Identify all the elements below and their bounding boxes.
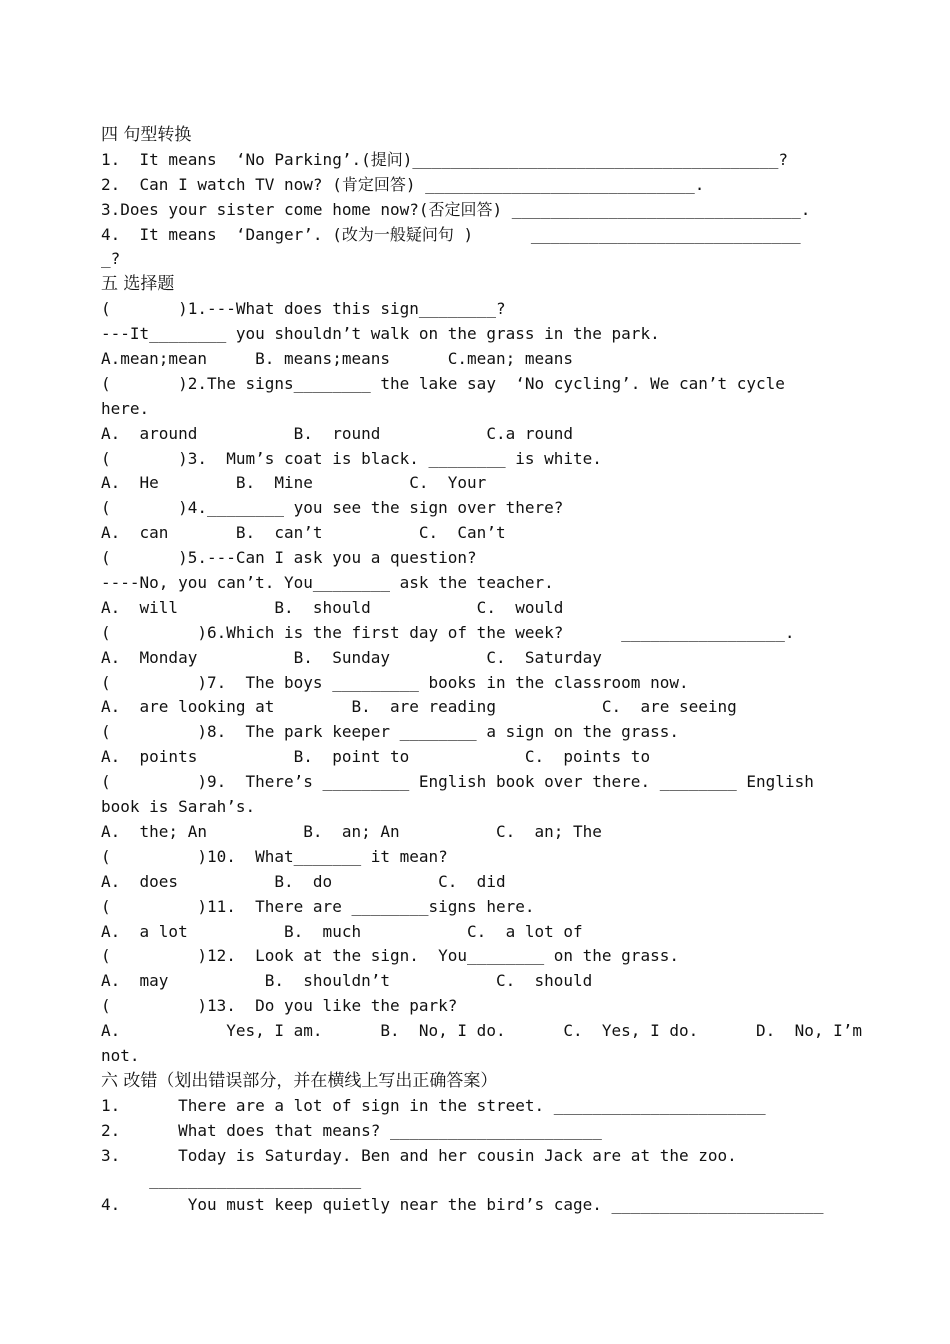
- worksheet-page: [101, 123, 861, 1218]
- options-line: A. Yes, I am. B. No, I do. C. Yes, I do. D. No, I’m: [101, 1021, 862, 1041]
- question-line: ( )12. Look at the sign. You________ on the grass.: [101, 946, 679, 966]
- question-line: ( )1.---What does this sign________?: [101, 299, 506, 319]
- question-line: ---It________ you shouldn’t walk on the grass in the park.: [101, 324, 660, 344]
- question-line: ( )8. The park keeper ________ a sign on the grass.: [101, 722, 679, 742]
- question-line: ( )7. The boys _________ books in the classroom now.: [101, 672, 689, 692]
- options-line: A. He B. Mine C. Your: [101, 473, 487, 493]
- question-line: ( )9. There’s _________ English book over there. ________ English: [101, 772, 814, 792]
- options-line: A. are looking at B. are reading C. are seeing: [101, 697, 737, 717]
- options-line: A. a lot B. much C. a lot of: [101, 921, 583, 941]
- options-line: A. points B. point to C. points to: [101, 747, 651, 767]
- question-line: book is Sarah’s.: [101, 797, 256, 817]
- question-line: ( )13. Do you like the park?: [101, 996, 458, 1016]
- question-line: ( )10. What_______ it mean?: [101, 846, 448, 866]
- options-line: A. the; An B. an; An C. an; The: [101, 821, 602, 841]
- question-line: _?: [101, 249, 121, 269]
- question-line: ( )6.Which is the first day of the week? _________________.: [101, 622, 795, 642]
- question-line: ( )5.---Can I ask you a question?: [101, 548, 477, 568]
- options-line: A. Monday B. Sunday C. Saturday: [101, 647, 602, 667]
- correction-line: 3. Today is Saturday. Ben and her cousin Jack are at the zoo.: [101, 1145, 737, 1165]
- question-line: ( )11. There are ________signs here.: [101, 896, 535, 916]
- options-line: A. around B. round C.a round: [101, 423, 574, 443]
- correction-line: 2. What does that means? ______________________: [101, 1120, 602, 1140]
- section-title-5: 五 选择题: [101, 274, 175, 295]
- correction-line: ______________________: [101, 1170, 362, 1190]
- question-line: 1. It means ‘No Parking’.(提问)______________________________________?: [101, 149, 789, 169]
- correction-line: 1. There are a lot of sign in the street. ______________________: [101, 1095, 766, 1115]
- question-line: 4. It means ‘Danger’. (改为一般疑问句 ) ____________________________: [101, 224, 801, 244]
- question-line: ( )2.The signs________ the lake say ‘No cycling’. We can’t cycle: [101, 373, 785, 393]
- options-line: A. may B. shouldn’t C. should: [101, 971, 593, 991]
- question-line: 2. Can I watch TV now? (肯定回答) ____________________________.: [101, 174, 705, 194]
- section-title-6: 六 改错（划出错误部分，并在横线上写出正确答案）: [101, 1070, 498, 1091]
- section-title-4: 四 句型转换: [101, 125, 192, 145]
- correction-line: 4. You must keep quietly near the bird’s cage. ______________________: [101, 1195, 824, 1215]
- options-line: A.mean;mean B. means;means C.mean; means: [101, 349, 574, 369]
- question-line: ----No, you can’t. You________ ask the teacher.: [101, 573, 554, 593]
- options-line: not.: [101, 1045, 140, 1065]
- question-line: ( )4.________ you see the sign over there?: [101, 498, 564, 518]
- question-line: ( )3. Mum’s coat is black. ________ is white.: [101, 448, 602, 468]
- question-line: here.: [101, 398, 150, 418]
- options-line: A. does B. do C. did: [101, 871, 506, 891]
- question-line: 3.Does your sister come home now?(否定回答) ______________________________.: [101, 199, 811, 219]
- options-line: A. can B. can’t C. Can’t: [101, 523, 506, 543]
- options-line: A. will B. should C. would: [101, 597, 564, 617]
